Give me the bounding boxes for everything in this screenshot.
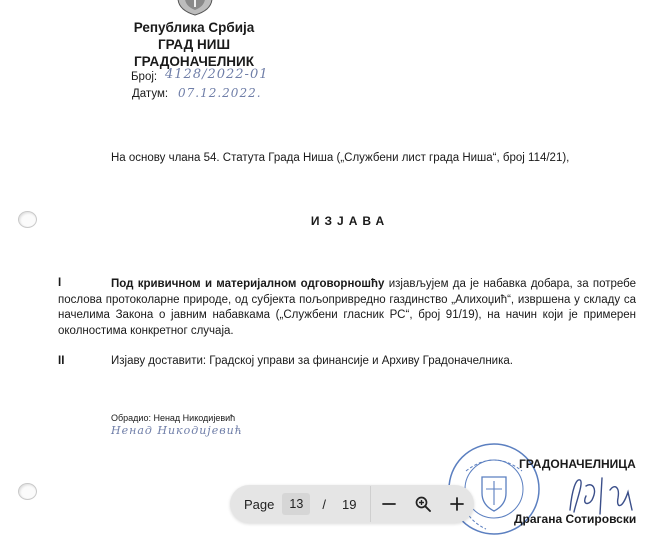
section-1-paragraph [58,277,636,339]
number-value: 4128/2022-01 [165,67,269,82]
punch-hole [18,483,37,500]
minus-icon [382,497,396,511]
section-2-marker: II [58,355,65,367]
total-pages: 19 [342,496,357,512]
date-label: Датум: [132,88,169,100]
document-title: ИЗЈАВА [310,214,390,228]
coat-of-arms-icon [172,0,218,16]
zoom-reset-button[interactable] [406,485,440,523]
zoom-in-button[interactable] [440,485,474,523]
magnifier-icon [415,496,431,512]
letterhead-city: ГРАД НИШ [157,37,231,52]
intro-paragraph: На основу члана 54. Статута Града Ниша („Службени лист града Ниша“, број 114/21), [111,152,570,164]
page-separator: / [322,496,326,512]
page-label: Page [244,496,275,512]
section-1-text: изјављујем да је набавка добара, за потребе послова протоколарне природе, од субјекта пољопривредно газдинство „Алихоџић“, извршена у складу са начелима Закона о јавним набавкама („Службени гласник РС“, број 91/19), на начин који је примерен околностима конкретног случаја. [58,278,636,337]
prepared-signature: Ненад Никодијевић [111,424,243,437]
section-2-text: Изјаву доставити: Градској управи за финансије и Архиву Градоначелника. [111,355,513,367]
date-value: 07.12.2022. [178,86,262,100]
number-label: Број: [131,71,158,83]
punch-hole [18,211,37,228]
zoom-out-button[interactable] [371,485,405,523]
page-toolbar [230,485,474,523]
mayor-signature-icon [562,470,642,518]
letterhead-country: Република Србија [133,20,255,35]
page-number-input[interactable] [282,493,310,515]
section-1-marker: I [58,277,62,289]
letterhead-office: ГРАДОНАЧЕЛНИК [134,54,254,69]
mayor-title: ГРАДОНАЧЕЛНИЦА [519,457,636,471]
section-1-bold-lead: Под кривичном и материјалном одговорношћу [111,278,385,290]
prepared-by: Обрадио: Ненад Никодијевић [111,413,236,423]
plus-icon [450,497,464,511]
mayor-name: Драгана Сотировски [514,512,637,526]
